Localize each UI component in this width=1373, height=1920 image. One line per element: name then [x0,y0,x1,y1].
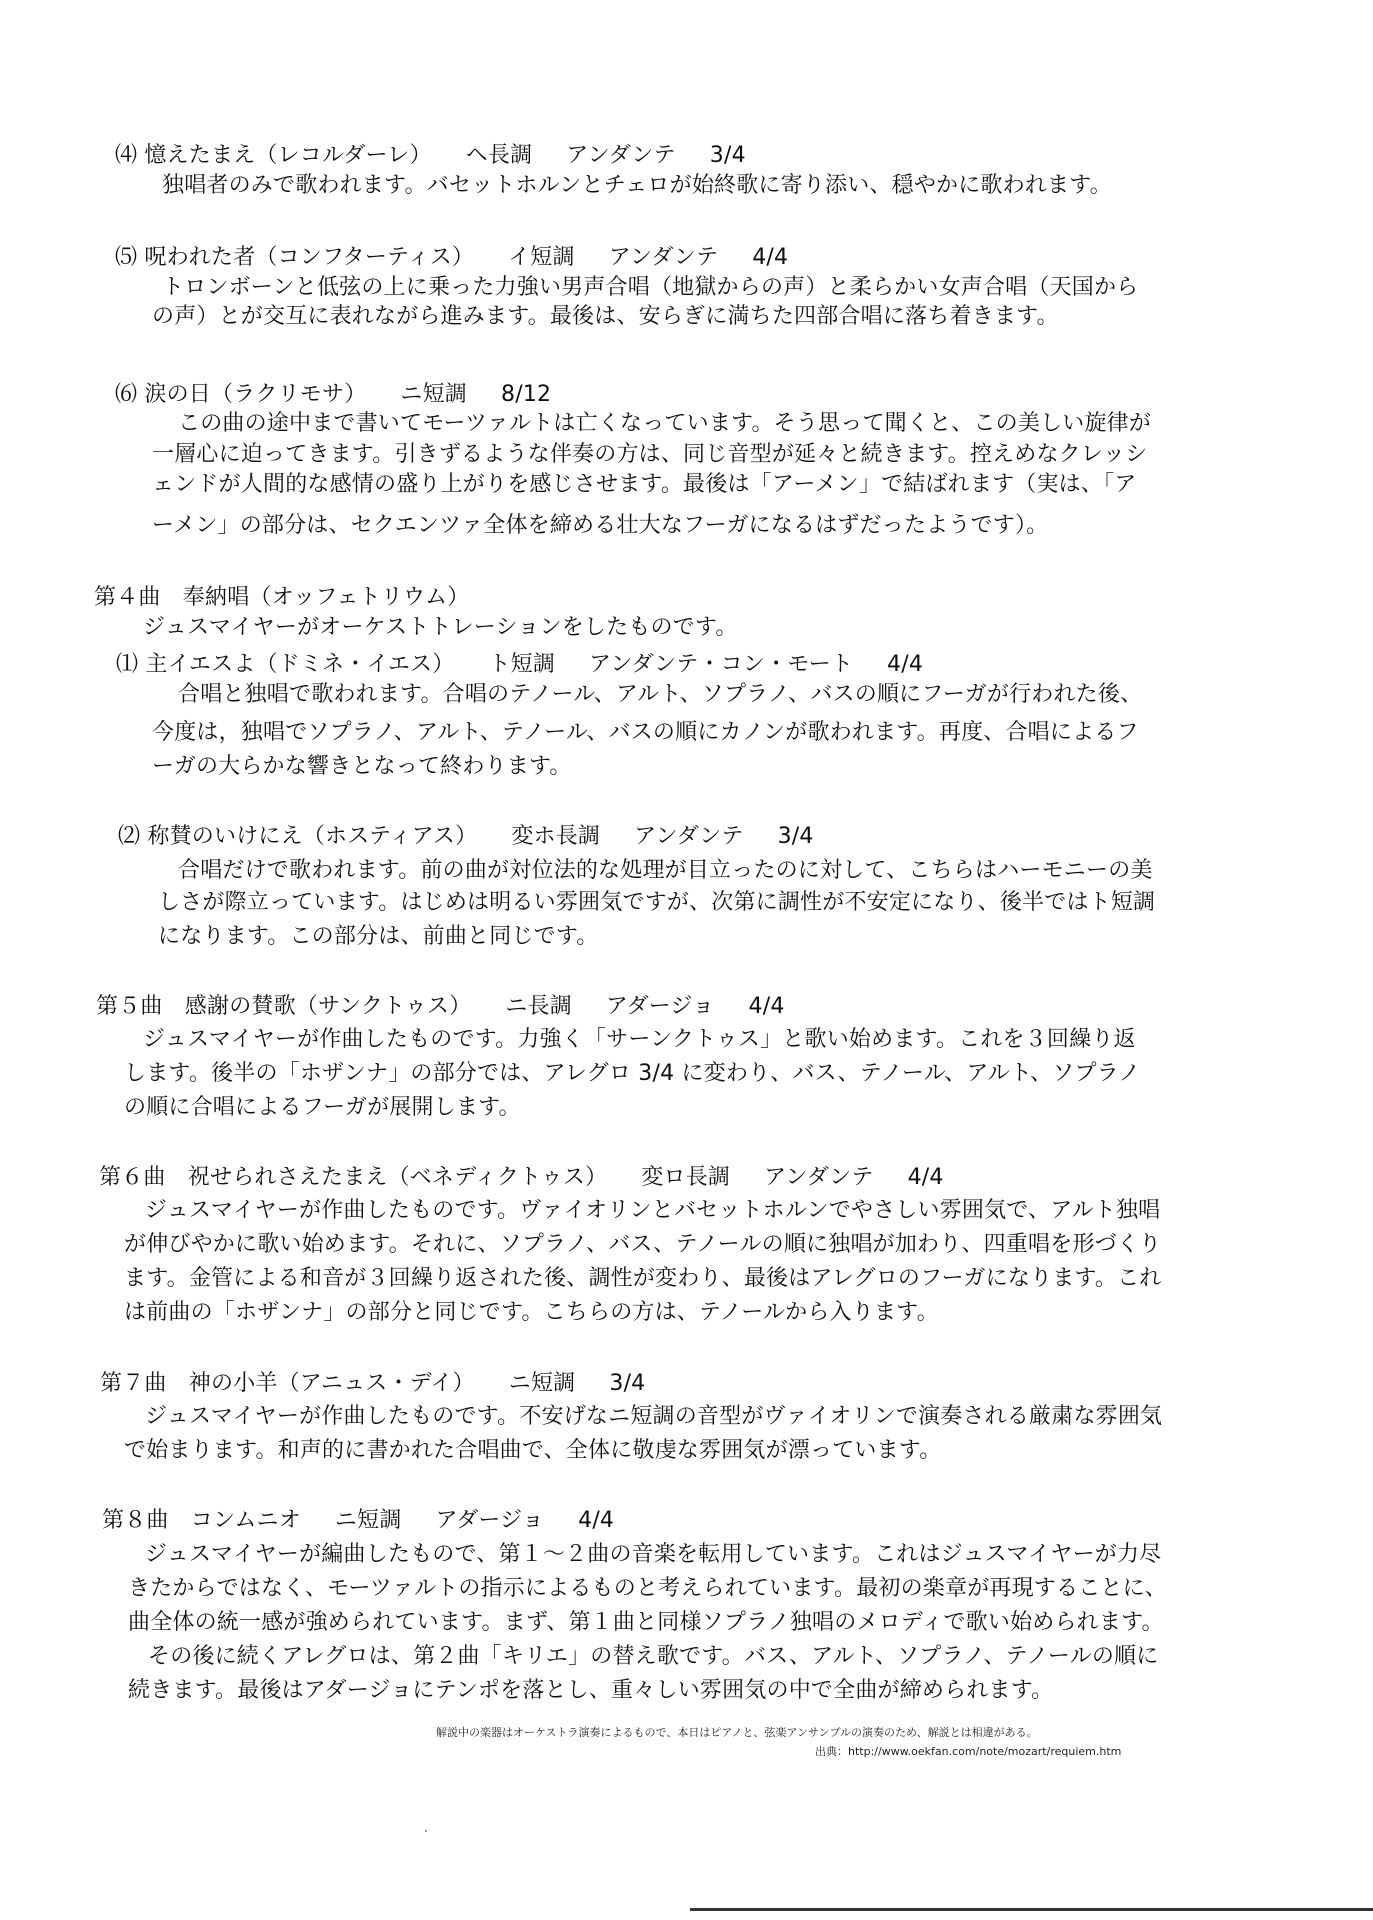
body-line: 合唱と独唱で歌われます。合唱のテノール、アルト、ソプラノ、バスの順にフーガが行われた後、 [178,682,1143,707]
body-line: 独唱者のみで歌われます。バセットホルンとチェロが始終歌に寄り添い、穏やかに歌われます。 [162,173,1112,198]
heading-title: ⑹ 涙の日（ラクリモサ） [115,382,367,407]
body-line: ェンドが人間的な感情の盛り上がりを感じさせます。最後は「アーメン」で結ばれます（実は、「ア [152,472,1137,497]
heading-tempo: アンダンテ [764,1165,874,1190]
heading-meter: 8/12 [501,382,552,407]
body-line: 合唱だけで歌われます。前の曲が対位法的な処理が目立ったのに対して、こちらはハーモニーの美 [178,858,1153,883]
body-line: します。後半の「ホザンナ」の部分では、アレグロ 3/4 に変わり、バス、テノール、アルト、ソプラノ [124,1061,1141,1086]
heading-meter: 4/4 [578,1508,615,1533]
movement-heading [102,1506,614,1536]
heading-key: ニ長調 [505,994,572,1019]
heading-title: ⑵ 称賛のいけにえ（ホスティアス） [118,824,478,849]
heading-meter: 4/4 [907,1165,944,1190]
heading-title: 第８曲 コンムニオ [102,1508,301,1533]
heading-meter: 3/4 [777,824,814,849]
body-line: で始まります。和声的に書かれた合唱曲で、全体に敬虔な雰囲気が漂っています。 [124,1438,942,1463]
heading-title: ⑷ 憶えたまえ（レコルダーレ） [115,143,432,168]
heading-title: ⑴ 主イエスよ（ドミネ・イエス） [116,652,455,677]
body-line: が伸びやかに歌い始めます。それに、ソプラノ、バス、テノールの順に独唱が加わり、四重唱を形づくり [124,1232,1162,1257]
section-heading [115,380,551,410]
body-line: ーガの大らかな響きとなって終わります。 [152,754,572,779]
body-line: その後に続くアレグロは、第２曲「キリエ」の替え歌です。バス、アルト、ソプラノ、テノールの順に [148,1644,1159,1669]
heading-title: ⑸ 呪われた者（コンフターティス） [115,245,475,270]
heading-tempo: アンダンテ [634,824,744,849]
heading-key: 変ロ長調 [641,1165,731,1190]
body-line: ジュスマイヤーが作曲したものです。ヴァイオリンとバセットホルンでやさしい雰囲気で、アルト独唱 [145,1198,1161,1223]
body-line: ジュスマイヤーが作曲したものです。力強く「サーンクトゥス」と歌い始めます。これを３回繰り返 [143,1027,1136,1052]
heading-key: ト短調 [488,652,556,677]
body-line: 今度は，独唱でソプラノ、アルト、テノール、バスの順にカノンが歌われます。再度、合唱によるフ [152,720,1139,745]
heading-meter: 4/4 [887,652,924,677]
scan-speck [425,1830,427,1832]
body-line: ます。金管による和音が３回繰り返された後、調性が変わり、最後はアレグロのフーガになります。これ [124,1266,1162,1291]
heading-meter: 4/4 [748,994,785,1019]
heading-key: ニ短調 [508,1371,576,1396]
footnote-instruments: 解説中の楽器はオーケストラ演奏によるもので、本日はピアノと、弦楽アンサンブルの演奏のため、解説とは相違がある。 [436,1726,1038,1739]
heading-key: イ短調 [508,245,575,270]
section-heading [115,243,788,273]
heading-meter: 3/4 [609,1371,646,1396]
heading-title: 第４曲 奉納唱（オッフェトリウム） [94,585,470,610]
heading-tempo: アダージョ [435,1508,545,1533]
movement-heading [99,1163,944,1193]
heading-title: 第５曲 感謝の賛歌（サンクトゥス） [96,994,472,1019]
body-line: きたからではなく、モーツァルトの指示によるものと考えられています。最初の楽章が再現することに、 [128,1576,1168,1601]
heading-meter: 3/4 [709,143,746,168]
heading-key: ニ短調 [334,1508,402,1533]
body-line: ジュスマイヤーが作曲したものです。不安げなニ短調の音型がヴァイオリンで演奏される厳粛な雰囲気 [145,1404,1163,1429]
body-line: ジュスマイヤーがオーケストトレーションをしたものです。 [143,615,738,640]
heading-tempo: アンダンテ [566,143,676,168]
heading-key: 変ホ長調 [511,824,601,849]
body-line: トロンボーンと低弦の上に乗った力強い男声合唱（地獄からの声）と柔らかい女声合唱（天国から [162,275,1139,300]
body-line: しさが際立っています。はじめは明るい雰囲気ですが、次第に調性が不安定になり、後半ではト短調 [158,890,1156,915]
movement-heading [96,992,785,1022]
heading-title: 第７曲 神の小羊（アニュス・デイ） [100,1371,475,1396]
body-line: ーメン」の部分は、セクエンツァ全体を締める壮大なフーガになるはずだったようです）。 [152,513,1049,538]
body-line: の声）とが交互に表れながら進みます。最後は、安らぎに満ちた四部合唱に落ち着きます。 [152,304,1059,329]
body-line: この曲の途中まで書いてモーツァルトは亡くなっています。そう思って聞くと、この美しい旋律が [178,411,1152,436]
body-line: 曲全体の統一感が強められています。まず、第１曲と同様ソプラノ独唱のメロディで歌い始められます。 [128,1610,1164,1635]
movement-heading [94,583,469,613]
body-line: ジュスマイヤーが編曲したもので、第１～２曲の音楽を転用しています。これはジュスマイヤーが力尽 [145,1542,1162,1567]
heading-meter: 4/4 [752,245,789,270]
heading-tempo: アンダンテ・コン・モート [589,652,854,677]
body-line: 続きます。最後はアダージョにテンポを落とし、重々しい雰囲気の中で全曲が締められます。 [128,1678,1054,1703]
heading-tempo: アンダンテ [608,245,719,270]
heading-key: ヘ長調 [465,143,533,168]
heading-title: 第６曲 祝せられさえたまえ（ベネディクトゥス） [99,1165,608,1190]
footnote-source: 出典：http://www.oekfan.com/note/mozart/requiem.htm [815,1745,1122,1758]
section-heading [116,650,923,680]
heading-tempo: アダージョ [605,994,715,1019]
body-line: の順に合唱によるフーガが展開します。 [124,1095,521,1120]
movement-heading [100,1369,645,1399]
body-line: になります。この部分は、前曲と同じです。 [158,924,599,949]
body-line: 一層心に迫ってきます。引きずるような伴奏の方は、同じ音型が延々と続きます。控えめなクレッシ [152,442,1148,467]
page-edge-rule [690,1908,1373,1911]
body-line: は前曲の「ホザンナ」の部分と同じです。こちらの方は、テノールから入ります。 [124,1300,939,1325]
section-heading [118,822,814,852]
heading-key: ニ短調 [400,382,468,407]
